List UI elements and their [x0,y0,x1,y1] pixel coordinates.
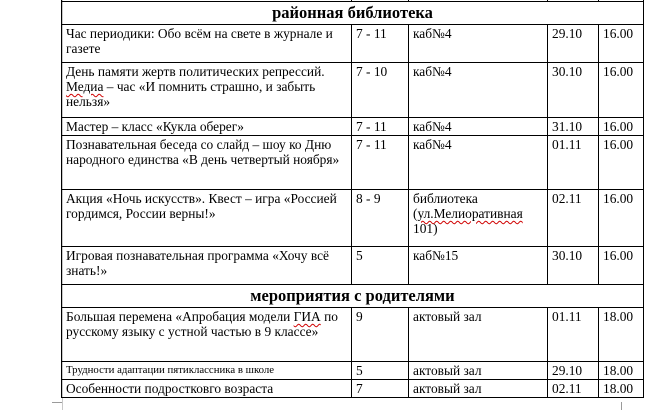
event-name-part: День памяти жертв политических репрессий. [66,64,325,79]
event-name: Час периодики: Обо всём на свете в журнале и газете [62,25,352,63]
event-name [62,308,352,362]
section-title: районная библиотека [62,2,644,25]
date-cell: 02.11 [548,190,599,247]
place-cell: каб№4 [409,63,548,118]
grade-cell: 8 - 9 [352,190,409,247]
grade-cell: 7 - 11 [352,25,409,63]
table-row [62,308,644,362]
place-cell: каб№4 [409,118,548,136]
table-row [62,118,644,136]
event-name: Игровая познавательная программа «Хочу всё знать!» [62,247,352,285]
grade-cell: 5 [352,362,409,380]
section-header-parents [62,285,644,308]
grade-cell: 7 [352,380,409,398]
section-header-library [62,2,644,25]
time-cell: 16.00 [599,136,644,190]
date-cell: 02.11 [548,380,599,398]
time-cell: 18.00 [599,380,644,398]
place-cell: актовый зал [409,380,548,398]
grade-cell: 9 [352,308,409,362]
spellcheck-word: ГИА [293,309,321,324]
crop-mark-right [621,402,622,410]
spellcheck-word: ул.Мелиоративная [417,206,523,221]
place-cell: каб№4 [409,25,548,63]
table-row [62,63,644,118]
spellcheck-word: Медиа [66,79,104,94]
date-cell: 01.11 [548,136,599,190]
grade-cell: 7 - 11 [352,136,409,190]
time-cell: 16.00 [599,118,644,136]
event-name: Трудности адаптации пятиклассника в школе [62,362,352,380]
place-cell: актовый зал [409,308,548,362]
place-part: библиотека ( [413,191,478,221]
event-name: Мастер – класс «Кукла оберег» [62,118,352,136]
date-cell: 29.10 [548,362,599,380]
event-name-part: – час «И помнить страшно, и забыть нельзя» [66,79,316,109]
time-cell: 16.00 [599,190,644,247]
event-name: Особенности подростковго возраста [62,380,352,398]
time-cell: 18.00 [599,308,644,362]
date-cell: 29.10 [548,25,599,63]
table-row [62,247,644,285]
place-part: 101) [413,221,438,236]
event-name: Акция «Ночь искусств». Квест – игра «Россией гордимся, России верны!» [62,190,352,247]
date-cell: 30.10 [548,247,599,285]
time-cell: 16.00 [599,63,644,118]
place-cell [409,190,548,247]
table-row [62,380,644,398]
event-name-part: Большая перемена «Апробация модели [66,309,294,324]
section-title: мероприятия с родителями [62,285,644,308]
event-name: Познавательная беседа со слайд – шоу ко Дню народного единства «В день четвертый ноября» [62,136,352,190]
event-name [62,63,352,118]
table-row [62,25,644,63]
time-cell: 18.00 [599,362,644,380]
date-cell: 30.10 [548,63,599,118]
place-cell: актовый зал [409,362,548,380]
events-table [61,0,644,398]
grade-cell: 7 - 10 [352,63,409,118]
time-cell: 16.00 [599,247,644,285]
place-cell: каб№15 [409,247,548,285]
event-name-part: по русскому языку с устной частью в 9 классе» [66,309,338,339]
table-row [62,190,644,247]
crop-mark-left [52,402,62,403]
place-cell: каб№4 [409,136,548,190]
time-cell: 16.00 [599,25,644,63]
table-row [62,136,644,190]
grade-cell: 7 - 11 [352,118,409,136]
table-row [62,362,644,380]
date-cell: 01.11 [548,308,599,362]
grade-cell: 5 [352,247,409,285]
date-cell: 31.10 [548,118,599,136]
